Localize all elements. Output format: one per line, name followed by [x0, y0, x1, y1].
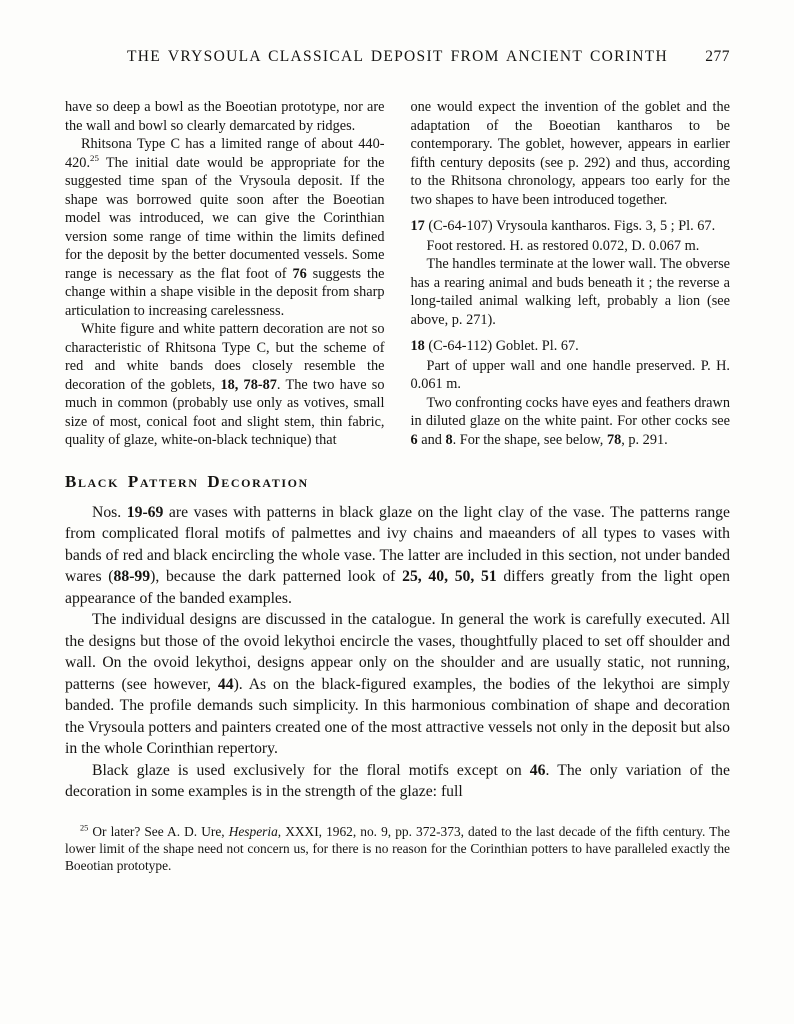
left-column [65, 98, 385, 450]
catalog-entry-detail: The handles terminate at the lower wall. The obverse has a rearing animal and buds beneath it ; the reverse a long-tailed animal walking left, probably a lion (see above, p. 271). [410, 256, 730, 328]
paragraph: Nos. 19-69 are vases with patterns in black glaze on the light clay of the vase. The patterns range from complicated floral motifs of palmettes and ivy chains and maeanders of all types to vases with bands of red and black encircling the whole vase. The latter are included in this section, not under banded wares (88-99), because the dark patterned look of 25, 40, 50, 51 differs greatly from the light open appearance of the banded examples. [65, 503, 730, 607]
catalog-entry-heading: 17 (C-64-107) Vrysoula kantharos. Figs. 3, 5 ; Pl. 67. [410, 218, 716, 234]
running-head-title: THE VRYSOULA CLASSICAL DEPOSIT FROM ANCIENT CORINTH [126, 48, 669, 65]
paragraph: have so deep a bowl as the Boeotian prototype, nor are the wall and bowl so clearly demarcated by ridges. [65, 99, 385, 134]
two-column-layout [65, 98, 730, 450]
footnote-block [65, 823, 730, 875]
paragraph: one would expect the invention of the goblet and the adaptation of the Boeotian kantharos to be contemporary. The goblet, however, appears in earlier fifth century deposits (see p. 292) and thus, according to the Rhitsona chronology, appears too early for the two shapes to have been introduced together. [410, 99, 730, 208]
catalog-entry-detail: Foot restored. H. as restored 0.072, D. 0.067 m. [426, 237, 700, 254]
section-body [65, 502, 730, 803]
paragraph: The individual designs are discussed in the catalogue. In general the work is carefully executed. All the designs but those of the ovoid lekythoi encircle the vases, thoughtfully placed to set off shoulder and wall. On the ovoid lekythoi, designs appear only on the shoulder and are usually static, not running, patterns (see however, 44). As on the black-figured examples, the bodies of the lekythoi are simply banded. The profile demands such simplicity. In this harmonious combination of shape and decoration the Vrysoula potters and painters created one of the most attractive vessels not only in the deposit but also in the whole Corinthian repertory. [65, 611, 731, 757]
section-heading: Black Pattern Decoration [65, 471, 309, 491]
catalog-entry-detail: Two confronting cocks have eyes and feathers drawn in diluted glaze on the white paint. For other cocks see 6 and 8. For the shape, see below, 78, p. 291. [410, 394, 730, 448]
right-column [411, 98, 731, 450]
page-header [65, 48, 730, 66]
footnote: $^{25}$ Or later? See A. D. Ure, Hesperia, XXXI, 1962, no. 9, pp. 372-373, dated to the last decade of the fifth century. The lower limit of the shape need not concern us, for there is no reason for the Corinthian potters to have paralleled exactly the Boeotian prototype. [65, 823, 730, 873]
paragraph: Rhitsona Type C has a limited range of about 440-420.25 The initial date would be appropriate for the suggested time span of the Vrysoula deposit. If the shape was borrowed quite soon after the Boeotian model was introduced, we can give the Corinthian version some range of time within the limits defined for the deposit by the better documented vessels. Some range is necessary as the flat foot of 76 suggests the change within a shape visible in the deposit from sharp articulation to increasing carelessness. [65, 136, 385, 319]
paragraph: White figure and white pattern decoration are not so characteristic of Rhitsona Type C, but the scheme of red and white bands does closely resemble the decoration of the goblets, 18, 78-87. The two have so much in common (probably use only as votives, small size of most, conical foot and slight stem, thin fabric, quality of glaze, white-on-black technique) that [65, 321, 385, 448]
paragraph: Black glaze is used exclusively for the floral motifs except on 46. The only variation of the decoration in some examples is in the strength of the glaze: full [65, 761, 730, 800]
catalog-entry-heading: 18 (C-64-112) Goblet. Pl. 67. [410, 338, 579, 354]
catalog-entry-detail: Part of upper wall and one handle preserved. P. H. 0.061 m. [410, 357, 730, 392]
page-number: 277 [705, 48, 730, 65]
